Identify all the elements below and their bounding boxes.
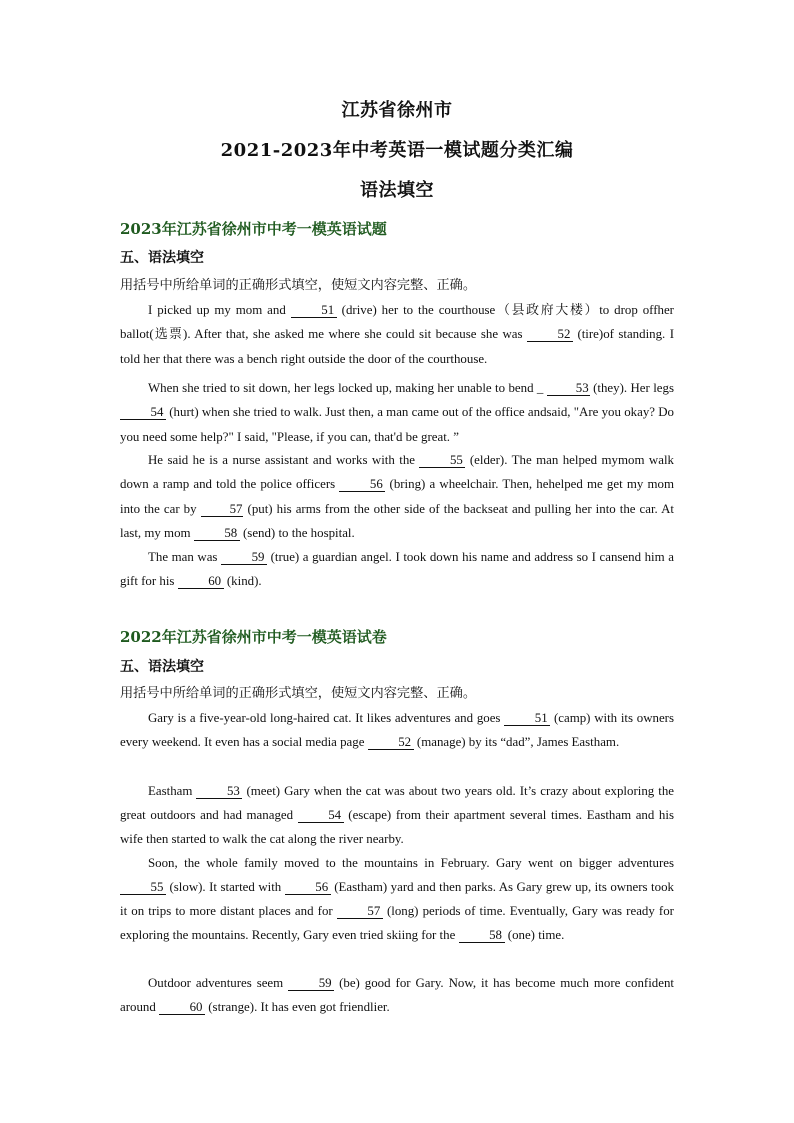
text: (slow). It started with — [169, 880, 282, 894]
blank-55: 55 — [419, 453, 465, 468]
text: He said he is a nurse assistant and works with the — [148, 453, 415, 467]
instruction-2023: 用括号中所给单词的正确形式填空，使短文内容完整、正确。 — [120, 278, 477, 293]
paragraph-2022-3 — [120, 851, 674, 947]
paragraph-2023-3 — [120, 448, 674, 546]
text: (kind). — [226, 574, 262, 589]
text: (meet) Gary when the cat was about two years old. It’s crazy about exploring the great outdoors and had managed — [120, 784, 674, 822]
text: (camp) with its owners every weekend. It even has a social media page — [120, 711, 674, 749]
blank-51: 51 — [291, 303, 337, 318]
blank-59: 59 — [288, 976, 334, 991]
blank-55: 55 — [120, 880, 166, 895]
paragraph-2022-4 — [120, 971, 674, 1019]
paragraph-2022-1 — [120, 706, 674, 754]
section-title-2023: 2023年江苏省徐州市中考一模英语试题 — [120, 220, 387, 238]
text: (they). Her legs — [593, 381, 674, 395]
blank-52: 52 — [368, 735, 414, 750]
text: (bring) a wheelchair. Then, hehelped me get my mom into the car by — [120, 477, 674, 516]
blank-52: 52 — [527, 327, 573, 342]
text: Soon, the whole family moved to the mountains in February. Gary went on bigger adventures — [148, 856, 674, 870]
text: Outdoor adventures seem — [148, 976, 284, 990]
blank-60: 60 — [178, 574, 224, 589]
text: (elder). The man helped mymom walk down a ramp and told the police officers — [120, 453, 674, 492]
instruction-2022: 用括号中所给单词的正确形式填空，使短文内容完整、正确。 — [120, 686, 477, 701]
blank-59: 59 — [221, 550, 267, 565]
text: (tire)of standing. I told her that there was a bench right outside the door of the courthouse. — [120, 327, 674, 366]
blank-53: 53 — [196, 784, 242, 799]
blank-53: 53 — [547, 381, 590, 396]
text: Eastham — [148, 784, 193, 798]
text: (manage) by its “dad”, James Eastham. — [416, 735, 620, 749]
text: (send) to the hospital. — [243, 526, 355, 541]
blank-51: 51 — [504, 711, 550, 726]
blank-56: 56 — [339, 477, 385, 492]
paragraph-2022-2 — [120, 779, 674, 851]
doc-title-region: 江苏省徐州市 — [341, 100, 453, 121]
text: (strange). It has even got friendlier. — [208, 1000, 390, 1014]
blank-54: 54 — [298, 808, 344, 823]
blank-54: 54 — [120, 405, 166, 420]
text: I picked up my mom and — [148, 303, 286, 317]
section-title-2022: 2022年江苏省徐州市中考一模英语试卷 — [120, 628, 387, 646]
text: When she tried to sit down, her legs locked up, making her unable to bend _ — [148, 381, 544, 395]
text: (escape) from their apartment several times. Eastham and his wife then started to walk the cat along the river nearby. — [120, 808, 674, 846]
blank-56: 56 — [285, 880, 331, 895]
blank-57: 57 — [337, 904, 383, 919]
text: Gary is a five-year-old long-haired cat. It likes adventures and goes — [148, 711, 501, 725]
text: (drive) her to the courthouse（县政府大楼）to drop offher ballot(选票). After that, she asked me where she could sit because she was — [120, 303, 674, 342]
part-heading-2023: 五、语法填空 — [120, 250, 204, 266]
text: (Eastham) yard and then parks. As Gary grew up, its owners took it on trips to more distant places and for — [120, 880, 674, 918]
doc-title-main: 2021-2023年中考英语一模试题分类汇编 — [220, 140, 574, 161]
part-heading-2022: 五、语法填空 — [120, 659, 204, 675]
blank-57: 57 — [201, 502, 244, 517]
text: (hurt) when she tried to walk. Just then, a man came out of the office andsaid, "Are you okay? Do you need some help?" I said, "Please, if you can, that'd be great. ” — [120, 405, 674, 444]
doc-title-topic: 语法填空 — [360, 180, 434, 201]
paragraph-2023-1 — [120, 298, 674, 371]
text: (one) time. — [507, 928, 565, 942]
paragraph-2023-2 — [120, 376, 674, 449]
blank-58: 58 — [194, 526, 240, 541]
text: (put) his arms from the other side of the backseat and pulling her into the car. At last, my mom — [120, 501, 674, 541]
text: (be) good for Gary. Now, it has become much more confident around — [120, 976, 674, 1014]
blank-60: 60 — [159, 1000, 205, 1015]
paragraph-2023-4 — [120, 545, 674, 594]
text: (true) a guardian angel. I took down his name and address so I cansend him a gift for his — [120, 550, 674, 589]
text: The man was — [148, 550, 218, 564]
blank-58: 58 — [459, 928, 505, 943]
text: (long) periods of time. Eventually, Gary was ready for exploring the mountains. Recently, Gary even tried skiing for the — [120, 904, 674, 942]
